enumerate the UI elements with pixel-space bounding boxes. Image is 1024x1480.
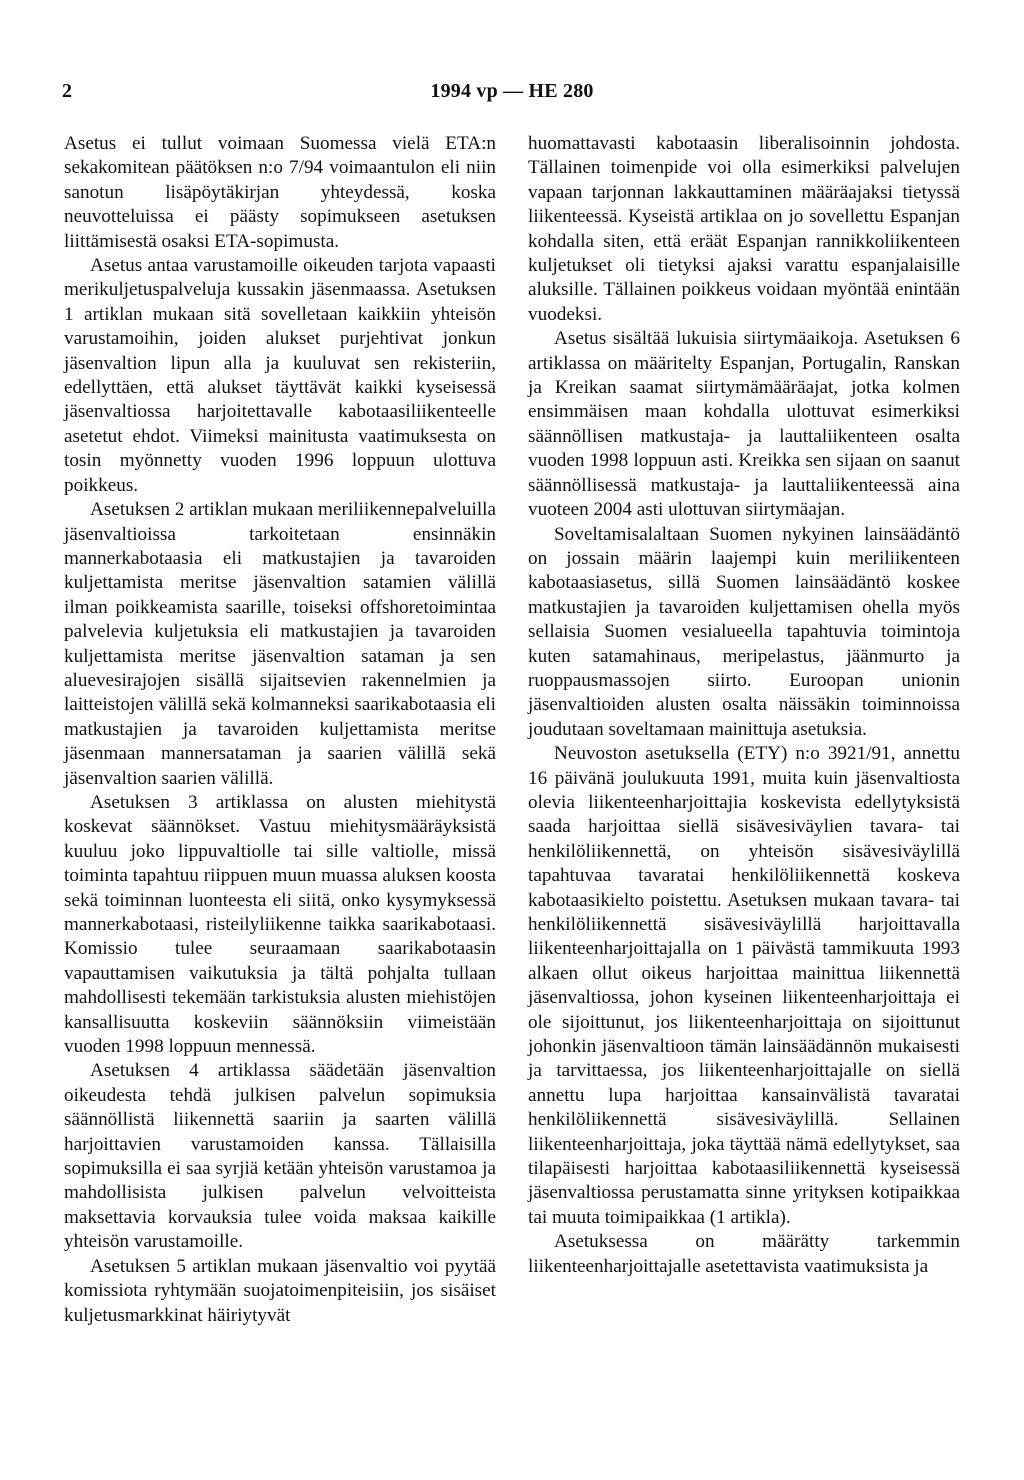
paragraph: Soveltamisalaltaan Suomen nykyinen lainsäädäntö on jossain määrin laajempi kuin meriliikenteen kabotaasiasetus, sillä Suomen lainsäädäntö koskee matkustajien ja tavaroiden kuljettamisen ohella myös sellaisia Suomen vesialueella tapahtuvia toimintoja kuten satamahinaus, meripelastus, jäänmurto ja ruoppausmassojen siirto. Euroopan unionin jäsenvaltioiden alusten osalta näissäkin toiminnoissa joudutaan soveltamaan mainittuja asetuksia. <box>528 523 960 740</box>
page-number: 2 <box>62 80 72 102</box>
paragraph: Asetus ei tullut voimaan Suomessa vielä ETA:n sekakomitean päätöksen n:o 7/94 voimaantulon eli niin sanotun lisäpöytäkirjan yhteydessä, koska neuvotteluissa ei päästy sopimukseen asetuksen liittämisestä osaksi ETA-sopimusta. <box>64 133 496 252</box>
left-column <box>64 132 496 1328</box>
paragraph: Asetuksessa on määrätty tarkemmin liikenteenharjoittajalle asetettavista vaatimuksista ja <box>528 1231 960 1277</box>
running-header: 1994 vp — HE 280 <box>430 80 594 102</box>
paragraph: Neuvoston asetuksella (ETY) n:o 3921/91, annettu 16 päivänä joulukuuta 1991, muita kuin jäsenvaltiosta olevia liikenteenharjoittajia koskevista edellytyksistä saada harjoittaa siellä sisävesiväylien tavara- tai henkilöliikennettä, on yhteisön sisävesiväylillä tapahtuvaa tavaratai henkilöliikennettä koskeva kabotaasikielto poistettu. Asetuksen mukaan tavara- tai henkilöliikennettä sisävesiväylillä harjoittavalla liikenteenharjoittajalla on 1 päivästä tammikuuta 1993 alkaen ollut oikeus harjoittaa mainittua liikennettä jäsenvaltiossa, johon kyseinen liikenteenharjoittaja ei ole sijoittunut, jos liikenteenharjoittaja on sijoittunut johonkin jäsenvaltioon tämän lainsäädännön mukaisesti ja tarvittaessa, jos liikenteenharjoittajalle on siellä annettu lupa harjoittaa kansainvälistä tavaratai henkilöliikennettä sisävesiväylillä. Sellainen liikenteenharjoittaja, joka täyttää nämä edellytykset, saa tilapäisesti harjoittaa kabotaasiliikennettä kyseisessä jäsenvaltiossa perustamatta sinne yrityksen kotipaikkaa tai muuta toimipaikkaa (1 artikla). <box>528 743 960 1228</box>
paragraph: Asetuksen 4 artiklassa säädetään jäsenvaltion oikeudesta tehdä julkisen palvelun sopimuksia säännöllistä liikennettä saariin ja saarten välillä harjoittavien varustamoiden kanssa. Tällaisilla sopimuksilla ei saa syrjiä ketään yhteisön varustamoa ja mahdollisista julkisen palvelun velvoitteista maksettavia korvauksia tulee voida maksaa kaikille yhteisön varustamoille. <box>64 1060 496 1253</box>
paragraph: Asetus antaa varustamoille oikeuden tarjota vapaasti merikuljetuspalveluja kussakin jäsenmaassa. Asetuksen 1 artiklan mukaan sitä sovelletaan kaikkiin yhteisön varustamoihin, joiden alukset purjehtivat jonkun jäsenvaltion lipun alla ja kuuluvat sen rekisteriin, edellyttäen, että alukset täyttävät kaikki kyseisessä jäsenvaltiossa harjoitettavalle kabotaasiliikenteelle asetetut ehdot. Viimeksi mainitusta vaatimuksesta on tosin myönnetty vuoden 1996 loppuun ulottuva poikkeus. <box>64 255 496 496</box>
right-column <box>528 132 960 1279</box>
paragraph: Asetuksen 2 artiklan mukaan meriliikennepalveluilla jäsenvaltioissa tarkoitetaan ensinnäkin mannerkabotaasia eli matkustajien ja tavaroiden kuljettamista meritse jäsenvaltion satamien välillä ilman poikkeamista saarille, toiseksi offshoretoimintaa palvelevia kuljetuksia eli matkustajien ja tavaroiden kuljettamista meritse jäsenvaltion sataman ja sen aluevesirajojen sisällä sijaitsevien rakennelmien ja laitteistojen välillä sekä kolmanneksi saarikabotaasia eli matkustajien ja tavaroiden kuljettamista meritse jäsenmaan mannersataman ja saarien välillä sekä jäsenvaltion saarien välillä. <box>64 499 497 789</box>
paragraph: Asetuksen 3 artiklassa on alusten miehitystä koskevat säännökset. Vastuu miehitysmääräyksistä kuuluu joko lippuvaltiolle tai sille valtiolle, missä toiminta tapahtuu riippuen muun muassa aluksen koosta sekä toiminnan luonteesta eli siitä, onko kysymyksessä mannerkabotaasi, risteilyliikenne taikka saarikabotaasi. Komissio tulee seuraamaan saarikabotaasin vapauttamisen vaikutuksia ja tältä pohjalta tullaan mahdollisesti tekemään tarkistuksia alusten miehistöjen kansallisuutta koskeviin säännöksiin viimeistään vuoden 1998 loppuun mennessä. <box>64 791 496 1058</box>
paragraph: huomattavasti kabotaasin liberalisoinnin johdosta. Tällainen toimenpide voi olla esimerkiksi palvelujen vapaan tarjonnan lakkauttaminen määräajaksi tietyssä liikenteessä. Kyseistä artiklaa on jo sovellettu Espanjan kohdalla siten, että eräät Espanjan rannikkoliikenteen kuljetukset oli tietyksi ajaksi varattu espanjalaisille aluksille. Tällainen poikkeus voidaan myöntää enintään vuodeksi. <box>528 133 960 325</box>
paragraph: Asetus sisältää lukuisia siirtymäaikoja. Asetuksen 6 artiklassa on määritelty Espanjan, Portugalin, Ranskan ja Kreikan saamat siirtymämääräajat, jotka kolmen ensimmäisen maan kohdalla ulottuvat esimerkiksi säännöllisen matkustaja- ja lauttaliikenteen osalta vuoden 1998 loppuun asti. Kreikka sen sijaan on saanut säännöllisessä matkustaja- ja lauttaliikenteessä aina vuoteen 2004 asti ulottuvan siirtymäajan. <box>528 328 960 521</box>
paragraph: Asetuksen 5 artiklan mukaan jäsenvaltio voi pyytää komissiota ryhtymään suojatoimenpiteisiin, jos sisäiset kuljetusmarkkinat häiriytyvät <box>64 1255 496 1326</box>
